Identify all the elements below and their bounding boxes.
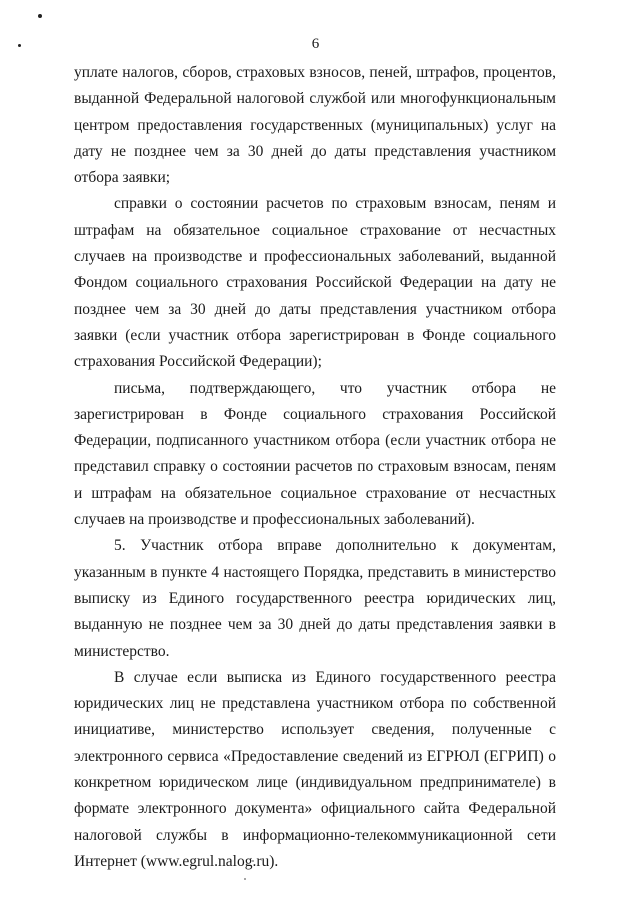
paragraph-fss-certificate: справки о состоянии расчетов по страховым взносам, пеням и штрафам на обязательное социальное страхование от несчастных случаев на производстве и профессиональных заболеваний, выданной Фондом социального страхования Российской Федерации на дату не позднее чем за 30 дней до даты представления участником отбора заявки (если участник отбора зарегистрирован в Фонде социального страхования Российской Федерации); <box>74 195 556 371</box>
scan-mark <box>38 14 42 18</box>
page-number: 6 <box>311 36 320 52</box>
document-body <box>74 60 556 875</box>
scan-speck <box>244 878 246 880</box>
paragraph-fss-letter: письма, подтверждающего, что участник отбора не зарегистрирован в Фонде социального страхования Российской Федерации, подписанного участником отбора (если участник отбора не представил справку о состоянии расчетов по страховым взносам, пеням и штрафам на обязательное социальное страхование от несчастных случаев на производстве и профессиональных заболеваний). <box>74 379 556 529</box>
paragraph-continuation: уплате налогов, сборов, страховых взносов, пеней, штрафов, процентов, выданной Федеральной налоговой службой или многофункциональным центром предоставления государственных (муниципальных) услуг на дату не позднее чем за 30 дней до даты представления участником отбора заявки; <box>74 64 556 187</box>
paragraph-item-5: 5. Участник отбора вправе дополнительно к документам, указанным в пункте 4 настоящего Порядка, представить в министерство выписку из Единого государственного реестра юридических лиц, выданную не позднее чем за 30 дней до даты представления заявки в министерство. <box>74 537 556 660</box>
paragraph-egrul-case: В случае если выписка из Единого государственного реестра юридических лиц не представлена участником отбора по собственной инициативе, министерство использует сведения, полученные с электронного сервиса «Предоставление сведений из ЕГРЮЛ (ЕГРИП) о конкретном юридическом лице (индивидуальном предпринимателе) в формате электронного документа» официального сайта Федеральной налоговой службы в информационно-телекоммуникационной сети Интернет (www.egrul.nalog.ru). <box>74 668 556 870</box>
